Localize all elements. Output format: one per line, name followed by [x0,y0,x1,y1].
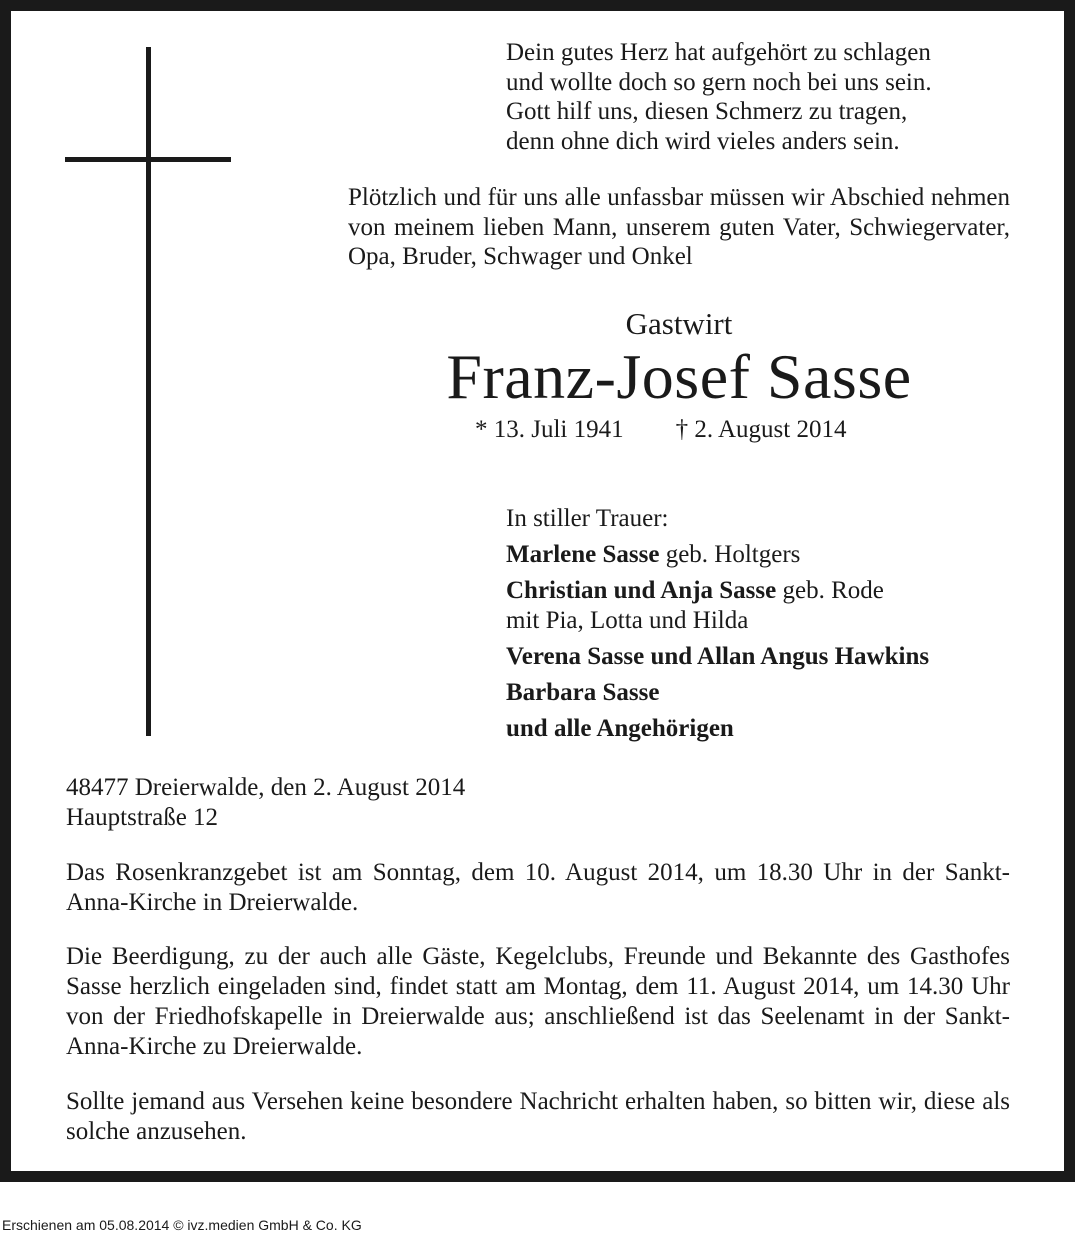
poem-line: Dein gutes Herz hat aufgehört zu schlagen [506,39,931,66]
deceased-title: Gastwirt [625,306,733,341]
birth-date: * 13. Juli 1941 [475,416,624,443]
funeral-paragraph: Die Beerdigung, zu der auch alle Gäste, Kegelclubs, Freunde und Bekannte des Gasthofes Sasse herzlich eingeladen sind, findet statt am Montag, dem 11. August 2014, um 14.30 Uhr von der Friedhofskapelle in Dreierwalde aus; anschließend ist das Seelenamt in der Sankt-Anna-Kirche zu Dreierwalde. [66,943,1010,1060]
address-block [66,773,465,833]
mourner-name: Verena Sasse und Allan Angus Hawkins [506,643,930,670]
deceased-name: Franz-Josef Sasse [446,341,912,412]
mourner-entry [506,678,929,708]
cross-icon-bar [65,157,231,162]
rosary-paragraph: Das Rosenkranzgebet ist am Sonntag, dem 10. August 2014, um 18.30 Uhr in der Sankt-Anna-Kirche in Dreierwalde. [66,859,1010,916]
mourners-block [506,504,929,750]
mourner-name: Barbara Sasse [506,679,660,706]
mourner-entry [506,714,929,744]
notice-paragraph: Sollte jemand aus Versehen keine besondere Nachricht erhalten haben, so bitten wir, diese als solche anzusehen. [66,1088,1010,1145]
death-date: † 2. August 2014 [675,416,847,443]
mourner-name: Marlene Sasse [506,541,660,568]
cross-icon [146,47,151,736]
mourner-sub: mit Pia, Lotta und Hilda [506,607,749,634]
mourner-entry [506,642,929,672]
poem-line: denn ohne dich wird vieles anders sein. [506,127,900,155]
mourner-name: Christian und Anja Sasse [506,577,777,604]
mourner-name: und alle Angehörigen [506,715,734,742]
mourner-entry [506,576,929,606]
publication-footer: Erschienen am 05.08.2014 © ivz.medien GmbH & Co. KG [2,1217,362,1233]
intro-text: Plötzlich und für uns alle unfassbar müssen wir Abschied nehmen von meinem lieben Mann, unserem guten Vater, Schwiegervater, Opa, Bruder, Schwager und Onkel [348,184,1010,270]
poem-line: und wollte doch so gern noch bei uns sein. [506,68,932,96]
poem [506,38,932,156]
poem-line: Gott hilf uns, diesen Schmerz zu tragen, [506,98,908,125]
life-dates [475,416,846,444]
mourner-note: geb. Holtgers [659,541,801,568]
mourner-note: geb. Rode [776,577,884,604]
address-line: 48477 Dreierwalde, den 2. August 2014 [66,774,466,801]
mourners-heading: In stiller Trauer: [506,505,669,532]
mourner-entry [506,540,929,570]
address-line: Hauptstraße 12 [66,804,219,831]
